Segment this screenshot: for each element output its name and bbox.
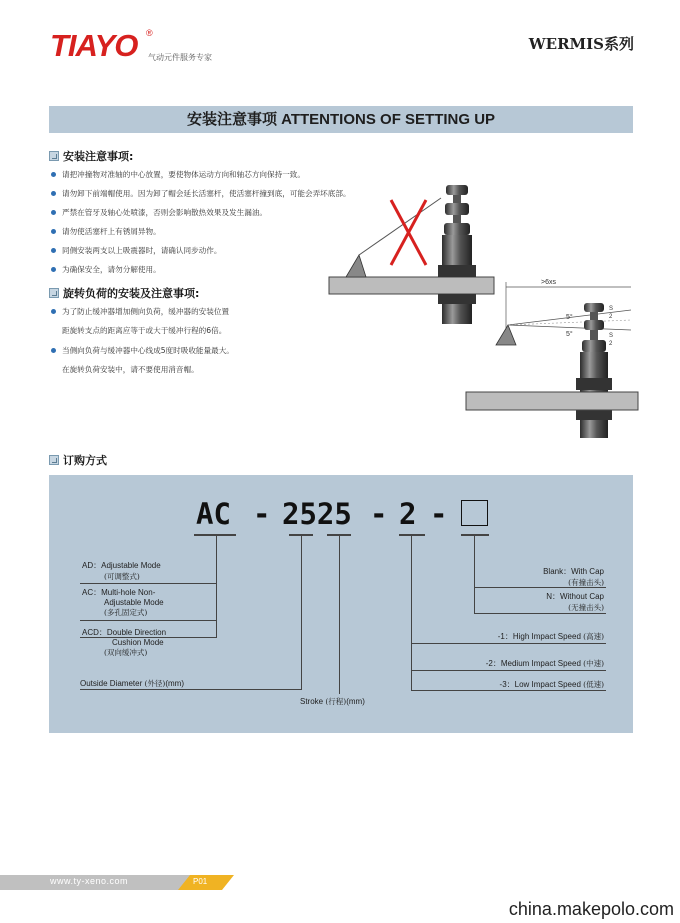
label-double-direction-mode: ACD：Double Direction Cushion Mode (双向缓冲式) bbox=[82, 628, 167, 657]
label-multi-hole-mode: AC：Multi-hole Non- Adjustable Mode (多孔固定式) bbox=[82, 588, 164, 617]
list-item bbox=[51, 306, 229, 317]
section-heading-text: 安装注意事项: bbox=[63, 150, 134, 163]
code-separator: - bbox=[430, 497, 448, 531]
section-heading-rotary bbox=[49, 285, 199, 301]
list-item-text: 为确保安全，请勿分解使用。 bbox=[62, 265, 161, 274]
code-underline bbox=[399, 534, 425, 536]
bullet-icon bbox=[51, 248, 56, 253]
code-part-cap-box bbox=[461, 500, 488, 526]
bullet-icon bbox=[51, 309, 56, 314]
list-item-continuation: 距旋转支点的距离应等于或大于缓冲行程的6倍。 bbox=[62, 326, 227, 335]
section-heading-text: 旋转负荷的安装及注意事项: bbox=[63, 287, 200, 300]
angle-label: 5° bbox=[566, 314, 573, 321]
page-title: 安装注意事项 ATTENTIONS OF SETTING UP bbox=[186, 111, 496, 128]
label-with-cap: Blank：With Cap (有撞击头) bbox=[543, 567, 604, 587]
section-icon bbox=[49, 288, 59, 298]
list-item bbox=[51, 226, 161, 237]
shock-absorber-top bbox=[438, 185, 476, 324]
page-number: P01 bbox=[193, 877, 208, 886]
list-item-continuation: 在旋转负荷安装中，请不要使用消音帽。 bbox=[62, 365, 199, 374]
stroke-label: S bbox=[609, 306, 614, 312]
list-item bbox=[51, 188, 351, 199]
load-wedge-lower bbox=[496, 325, 516, 345]
list-item-text: 请把冲撞物对准轴的中心放置，要使物体运动方向和轴芯方向保持一致。 bbox=[62, 170, 305, 179]
section-icon bbox=[49, 151, 59, 161]
list-item-text: 严禁在管牙及轴心处喷漆，否则会影响散热效果及发生漏油。 bbox=[62, 208, 268, 217]
label-outside-diameter: Outside Diameter (外径)(mm) bbox=[80, 679, 184, 688]
bullet-icon bbox=[51, 172, 56, 177]
list-item-text: 当侧向负荷与缓冲器中心线成5度时吸收能量最大。 bbox=[62, 346, 234, 355]
brand-logo: TIAYO bbox=[50, 28, 138, 63]
bullet-icon bbox=[51, 267, 56, 272]
section-icon bbox=[49, 455, 59, 465]
list-item-text: 请勿使活塞杆上有锈屑异物。 bbox=[62, 227, 161, 236]
list-item bbox=[51, 245, 221, 256]
bullet-icon bbox=[51, 210, 56, 215]
code-underline bbox=[461, 534, 489, 536]
label-low-speed: -3：Low Impact Speed (低速) bbox=[499, 680, 604, 689]
list-item-text: 同侧安装两支以上吸震器时，请确认同步动作。 bbox=[62, 246, 222, 255]
mounting-illustration bbox=[326, 180, 646, 440]
bullet-icon bbox=[51, 229, 56, 234]
mounting-plate bbox=[329, 277, 494, 294]
mounting-plate-lower bbox=[466, 392, 638, 410]
label-high-speed: -1：High Impact Speed (高速) bbox=[497, 632, 604, 641]
code-underline bbox=[194, 534, 236, 536]
stroke-label: 2 bbox=[609, 341, 613, 347]
code-part-model: AC bbox=[196, 497, 231, 531]
brand-tagline: 气动元件服务专家 bbox=[148, 53, 212, 62]
code-part-size: 2525 bbox=[282, 497, 352, 531]
shock-absorber-bottom bbox=[576, 303, 612, 438]
angle-label: 5° bbox=[566, 331, 573, 338]
load-wedge bbox=[346, 255, 366, 277]
bullet-icon bbox=[51, 191, 56, 196]
list-item-text: 请勿卸下前端帽使用。因为卸了帽会延长活塞杆，使活塞杆撞到底，可能会弄坏底部。 bbox=[62, 189, 351, 198]
list-item bbox=[51, 169, 305, 180]
list-item-text: 为了防止缓冲器增加侧向负荷，缓冲器的安装位置 bbox=[62, 307, 230, 316]
code-separator: - bbox=[253, 497, 271, 531]
page-header bbox=[0, 0, 680, 80]
label-medium-speed: -2：Medium Impact Speed (中速) bbox=[485, 659, 604, 668]
title-bar bbox=[49, 106, 633, 133]
distance-label: >6xs bbox=[541, 279, 556, 286]
registered-mark: ® bbox=[146, 28, 153, 38]
label-stroke: Stroke (行程)(mm) bbox=[300, 697, 365, 706]
list-item bbox=[51, 264, 161, 275]
section-heading-ordering bbox=[49, 452, 107, 468]
label-adjustable-mode: AD：Adjustable Mode (可调整式) bbox=[82, 561, 161, 581]
footer-url[interactable]: www.ty-xeno.com bbox=[50, 876, 129, 886]
list-item bbox=[51, 207, 267, 218]
watermark: china.makepolo.com bbox=[508, 899, 674, 919]
series-name: WERMIS系列 bbox=[528, 35, 634, 53]
code-part-speed: 2 bbox=[399, 497, 417, 531]
code-separator: - bbox=[370, 497, 388, 531]
list-item bbox=[51, 345, 234, 356]
label-without-cap: N：Without Cap (无撞击头) bbox=[546, 592, 604, 612]
section-heading-installation bbox=[49, 148, 133, 164]
stroke-label: 2 bbox=[609, 314, 613, 320]
bullet-icon bbox=[51, 348, 56, 353]
stroke-label: S bbox=[609, 333, 614, 339]
section-heading-text: 订购方式 bbox=[63, 454, 107, 467]
